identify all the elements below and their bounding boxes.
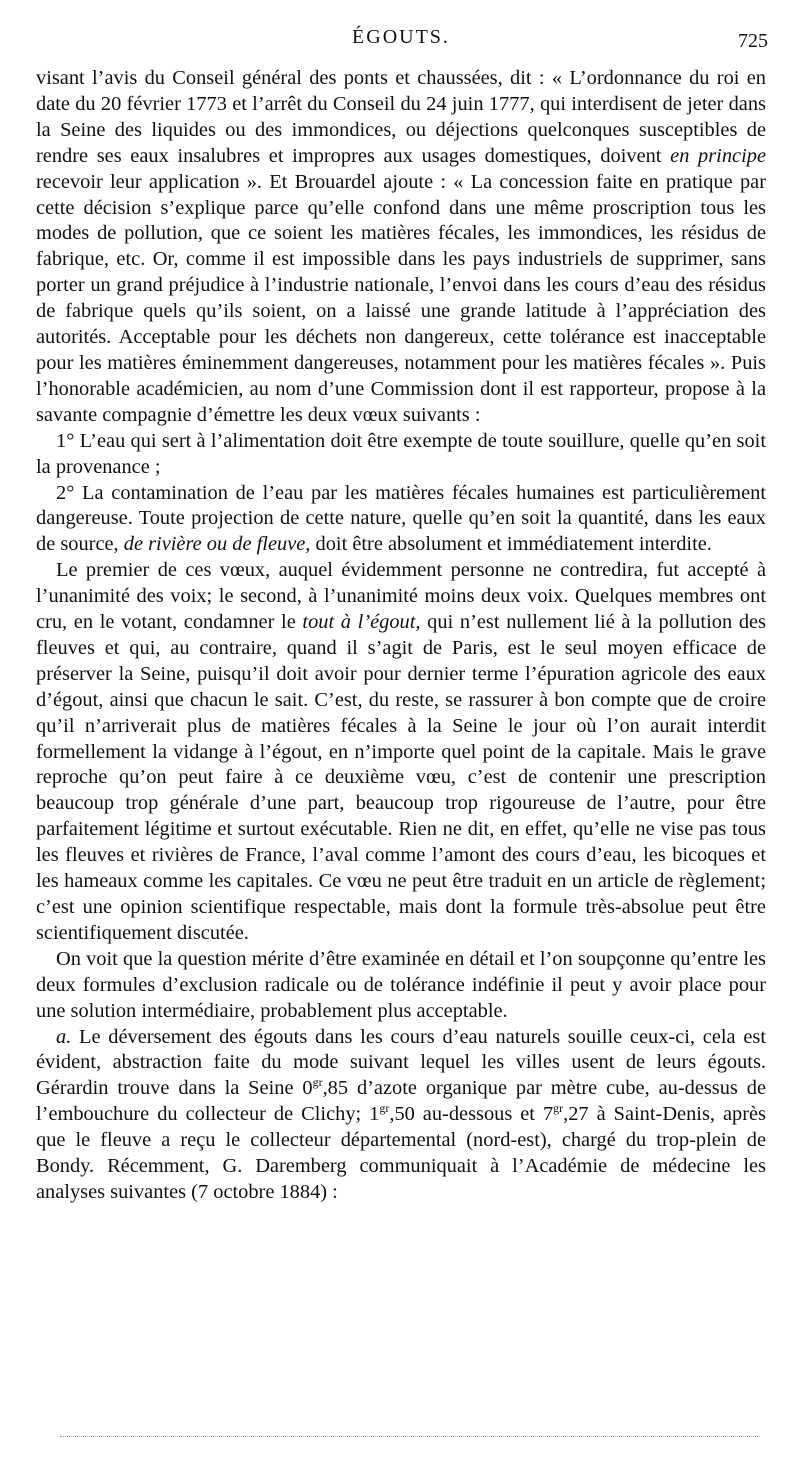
- paragraph-voeu-1: 1° L’eau qui sert à l’alimentation doit être exempte de toute souillure, quelle qu’en soit la provenance ;: [36, 429, 766, 478]
- paragraph-voeu-2: 2° La contamination de l’eau par les matières fécales humaines est particulièrement dangereuse. Toute projection de cette nature, quelle qu’en soit la quantité, dans les eaux de source, de rivière ou de fleuve, doit être absolument et immédiatement interdite.: [36, 481, 766, 556]
- paragraph-a: a. Le déversement des égouts dans les cours d’eau naturels souille ceux-ci, cela est évident, abstraction faite du mode suivant lequel les villes usent de leurs égouts. Gérardin trouve dans la Seine $0^{gr},85$ d’azote organique par mètre cube, au-dessus de l’embouchure du collecteur de Clichy; $1^{gr},50$ au-dessous et $7^{gr},27$ à Saint-Denis, après que le fleuve a reçu le collecteur départemental (nord-est), chargé du trop-plein de Bondy. Récemment, G. Daremberg communiquait à l’Académie de médecine les analyses suivantes (7 octobre 1884) :: [36, 1025, 766, 1203]
- page-number: 725: [738, 30, 768, 52]
- body-text: [36, 66, 766, 1206]
- running-head: [36, 26, 766, 66]
- running-head-title: ÉGOUTS.: [352, 26, 450, 48]
- emphasis-tout-a-l-egout: tout à l’égout,: [302, 611, 421, 634]
- emphasis-en-principe: en principe: [670, 144, 766, 167]
- paragraph-question: On voit que la question mérite d’être examinée en détail et l’on soupçonne qu’entre les deux formules d’exclusion radicale ou de tolérance indéfinie il peut y avoir place pour une solution intermédiaire, probablement plus acceptable.: [36, 947, 766, 1022]
- document-page: [36, 26, 766, 1206]
- section-label-a: a.: [56, 1025, 72, 1048]
- emphasis-riviere-fleuve: de rivière ou de fleuve,: [123, 533, 311, 556]
- paragraph-continuation: visant l’avis du Conseil général des ponts et chaussées, dit : « L’ordonnance du roi en date du 20 février 1773 et l’arrêt du Conseil du 24 juin 1777, qui interdisent de jeter dans la Seine des liquides ou des immondices, ou déjections quelconques susceptibles de rendre ses eaux insalubres et impropres aux usages domestiques, doivent en principe recevoir leur application ». Et Brouardel ajoute : « La concession faite en pratique par cette décision s’explique parce qu’elle confond dans une même proscription tous les modes de pollution, que ce soient les matières fécales, les immondices, les résidus de fabrique, etc. Or, comme il est impossible dans les pays industriels de supprimer, sans porter un grand préjudice à l’industrie nationale, l’envoi dans les cours d’eau des résidus de fabrique quels qu’ils soient, on a laissé une grande latitude à l’appréciation des autorités. Acceptable pour les déchets non dangereux, cette tolérance est inacceptable pour les matières éminemment dangereuses, notamment pour les matières fécales ». Puis l’honorable académicien, au nom d’une Commission dont il est rapporteur, propose à la savante compagnie d’émettre les deux vœux suivants :: [36, 67, 766, 426]
- paragraph-discussion: Le premier de ces vœux, auquel évidemment personne ne contredira, fut accepté à l’unanimité des voix; le second, à l’unanimité moins deux voix. Quelques membres ont cru, en le votant, condamner le tout à l’égout, qui n’est nullement lié à la pollution des fleuves et qui, au contraire, quand il s’agit de Paris, est le seul moyen efficace de préserver la Seine, puisqu’il doit avoir pour dernier terme l’épuration agricole des eaux d’égout, ainsi que chacun le sait. C’est, du reste, se rassurer à bon compte que de croire qu’il n’arriverait plus de matières fécales à la Seine le jour où l’on aurait interdit formellement la vidange à l’égout, en n’importe quel point de la capitale. Mais le grave reproche qu’on peut faire à ce deuxième vœu, c’est de contenir une prescription beaucoup trop générale d’une part, beaucoup trop rigoureuse de l’autre, pour être parfaitement légitime et surtout exécutable. Rien ne dit, en effet, qu’elle ne vise pas tous les fleuves et rivières de France, l’aval comme l’amont des cours d’eau, les bicoques et les hameaux comme les capitales. Ce vœu ne peut être traduit en un article de règlement; c’est une opinion scientifique respectable, mais dont la formule très-absolue peut être scientifiquement discutée.: [36, 559, 766, 944]
- footer-dotted-rule: [60, 1436, 760, 1437]
